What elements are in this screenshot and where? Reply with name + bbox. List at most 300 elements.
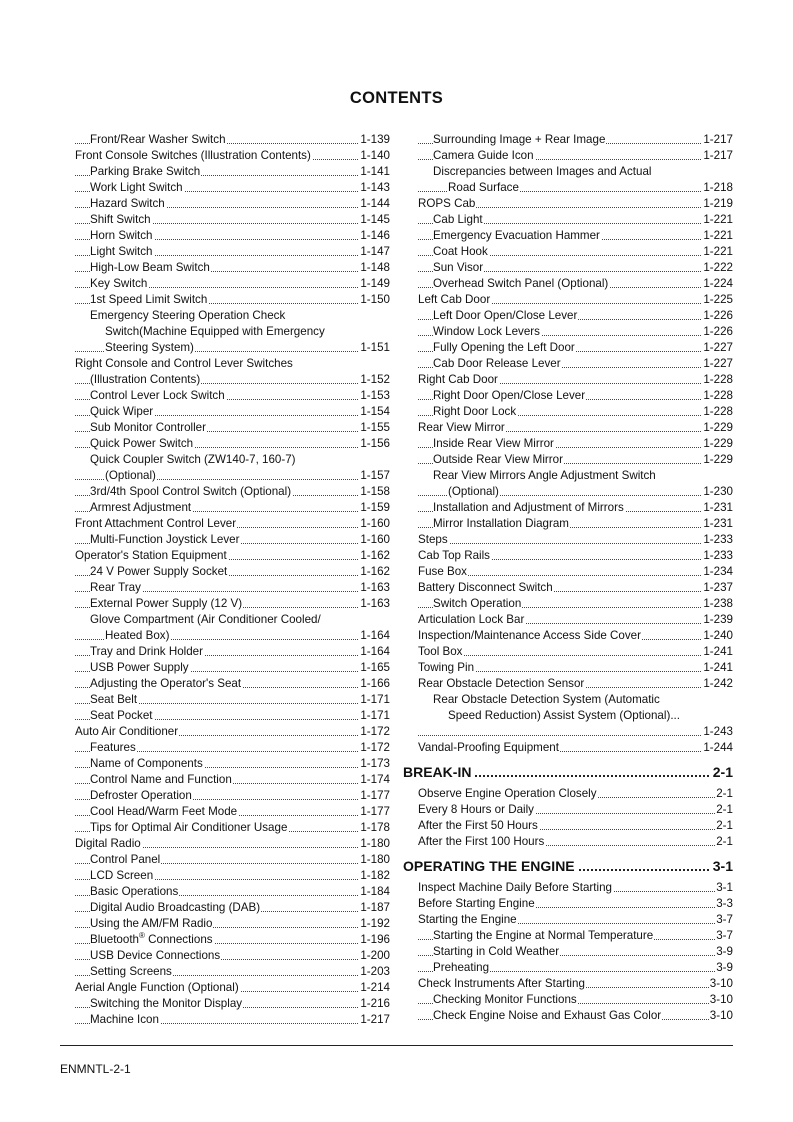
toc-page-number: 2-1	[716, 819, 733, 832]
toc-page-number: 1-228	[703, 389, 733, 402]
toc-entry[interactable]	[75, 724, 390, 740]
toc-entry[interactable]	[75, 292, 390, 308]
toc-entry[interactable]	[418, 180, 733, 196]
toc-entry-title: Front/Rear Washer Switch	[90, 133, 226, 146]
toc-entry[interactable]	[75, 228, 390, 244]
toc-page-number: 2-1	[716, 787, 733, 800]
toc-entry[interactable]	[418, 228, 733, 244]
toc-entry[interactable]	[418, 912, 733, 928]
toc-entry[interactable]	[418, 388, 733, 404]
toc-page-number: 1-217	[703, 133, 733, 146]
toc-page-number: 1-228	[703, 373, 733, 386]
toc-entry-title: Work Light Switch	[90, 181, 183, 194]
toc-page-number: 1-173	[360, 757, 390, 770]
toc-page-number: 1-163	[360, 597, 390, 610]
toc-page-number: 1-143	[360, 181, 390, 194]
toc-entry-title: High-Low Beam Switch	[90, 261, 210, 274]
toc-page-number: 1-214	[360, 981, 390, 994]
toc-entry[interactable]	[75, 196, 390, 212]
toc-entry-title: Rear Obstacle Detection Sensor	[418, 677, 585, 690]
toc-page-number: 3-10	[709, 977, 733, 990]
toc-entry[interactable]	[418, 516, 733, 532]
toc-entry[interactable]	[75, 244, 390, 260]
toc-section-heading[interactable]	[403, 762, 733, 782]
toc-page-number: 1-238	[703, 597, 733, 610]
toc-entry-title: Armrest Adjustment	[90, 501, 192, 514]
toc-entry-title: Towing Pin	[418, 661, 475, 674]
toc-page-number: 1-229	[703, 437, 733, 450]
toc-entry[interactable]	[418, 802, 733, 818]
toc-page-number: 1-226	[703, 325, 733, 338]
toc-page-number: 1-244	[703, 741, 733, 754]
toc-page-number: 1-154	[360, 405, 390, 418]
toc-entry-title: Control Panel	[90, 853, 161, 866]
toc-entry[interactable]	[418, 292, 733, 308]
toc-entry[interactable]	[75, 996, 390, 1012]
toc-entry-title: Control Lever Lock Switch	[90, 389, 225, 402]
toc-entry[interactable]	[75, 420, 390, 436]
toc-page-number: 1-146	[360, 229, 390, 242]
toc-entry[interactable]	[418, 340, 733, 356]
toc-entry[interactable]	[75, 852, 390, 868]
toc-page-number: 1-227	[703, 357, 733, 370]
toc-page-number: 1-229	[703, 453, 733, 466]
toc-entry-title: Setting Screens	[90, 965, 172, 978]
toc-entry[interactable]	[75, 804, 390, 820]
toc-entry-title: Digital Audio Broadcasting (DAB)	[90, 901, 261, 914]
toc-page-number: 1-192	[360, 917, 390, 930]
toc-entry[interactable]	[418, 564, 733, 580]
toc-entry[interactable]	[75, 740, 390, 756]
toc-page-number: 1-144	[360, 197, 390, 210]
toc-entry-title: Road Surface	[448, 181, 519, 194]
toc-entry-title: Starting in Cold Weather	[433, 945, 560, 958]
toc-entry[interactable]	[418, 308, 733, 324]
toc-page-number: 1-226	[703, 309, 733, 322]
toc-page-number: 3-7	[716, 929, 733, 942]
toc-entry-title: Outside Rear View Mirror	[433, 453, 563, 466]
toc-page-number: 1-153	[360, 389, 390, 402]
toc-entry[interactable]	[75, 788, 390, 804]
toc-entry-title: Inspection/Maintenance Access Side Cover	[418, 629, 641, 642]
toc-entry-title: 3rd/4th Spool Control Switch (Optional)	[90, 485, 292, 498]
toc-entry[interactable]	[75, 628, 390, 644]
toc-entry[interactable]	[418, 404, 733, 420]
toc-entry[interactable]	[418, 628, 733, 644]
toc-page-number: 1-150	[360, 293, 390, 306]
toc-entry-title: Fuse Box	[418, 565, 467, 578]
toc-entry[interactable]	[418, 548, 733, 564]
toc-entry-title: Defroster Operation	[90, 789, 192, 802]
toc-page-number: 3-9	[716, 945, 733, 958]
toc-entry-continued: Quick Coupler Switch (ZW140-7, 160-7)	[90, 453, 296, 466]
toc-entry-title: Parking Brake Switch	[90, 165, 201, 178]
toc-entry-title: Sun Visor	[433, 261, 484, 274]
toc-entry[interactable]	[75, 676, 390, 692]
toc-page-number: 1-243	[703, 725, 733, 738]
toc-entry[interactable]	[418, 436, 733, 452]
toc-page-number: 1-217	[360, 1013, 390, 1026]
toc-page-number: 1-157	[360, 469, 390, 482]
toc-entry-title: USB Power Supply	[90, 661, 189, 674]
toc-entry-title: Auto Air Conditioner	[75, 725, 179, 738]
toc-entry-title: Rear Tray	[90, 581, 141, 594]
toc-entry[interactable]	[418, 324, 733, 340]
toc-page-number: 2-1	[712, 764, 733, 780]
toc-page-number: 1-203	[360, 965, 390, 978]
toc-page-number: 1-171	[360, 709, 390, 722]
toc-entry-title: Right Cab Door	[418, 373, 498, 386]
toc-entry[interactable]	[75, 836, 390, 852]
toc-entry[interactable]	[75, 388, 390, 404]
toc-entry[interactable]	[418, 896, 733, 912]
toc-entry[interactable]	[75, 532, 390, 548]
toc-entry-continued: Glove Compartment (Air Conditioner Cooled/	[90, 613, 321, 626]
toc-entry[interactable]	[418, 452, 733, 468]
toc-entry[interactable]	[418, 944, 733, 960]
toc-entry-title: Cab Top Rails	[418, 549, 490, 562]
toc-page-number: 1-221	[703, 245, 733, 258]
toc-entry[interactable]	[75, 900, 390, 916]
toc-entry-title: Operator's Station Equipment	[75, 549, 227, 562]
toc-entry[interactable]	[418, 276, 733, 292]
toc-page-number: 1-162	[360, 549, 390, 562]
toc-page-number: 3-3	[716, 897, 733, 910]
toc-page-number: 1-164	[360, 629, 390, 642]
toc-page-number: 1-177	[360, 789, 390, 802]
toc-entry-title: Left Door Open/Close Lever	[433, 309, 578, 322]
toc-page-number: 1-241	[703, 645, 733, 658]
toc-section-title: OPERATING THE ENGINE	[403, 858, 575, 874]
toc-entry-title: LCD Screen	[90, 869, 154, 882]
toc-entry[interactable]	[418, 676, 733, 692]
toc-entry-title: Horn Switch	[90, 229, 153, 242]
toc-page-number: 3-1	[712, 858, 733, 874]
toc-entry-title: External Power Supply (12 V)	[90, 597, 243, 610]
toc-entry[interactable]	[75, 164, 390, 180]
toc-entry[interactable]	[418, 928, 733, 944]
toc-entry-title: Heated Box)	[105, 629, 170, 642]
toc-page-number: 1-231	[703, 517, 733, 530]
page-title: CONTENTS	[349, 89, 444, 107]
toc-entry[interactable]	[75, 964, 390, 980]
toc-entry-title: Starting the Engine	[418, 913, 517, 926]
toc-page-number: 1-178	[360, 821, 390, 834]
toc-entry[interactable]	[75, 980, 390, 996]
toc-page-number: 1-240	[703, 629, 733, 642]
toc-entry[interactable]	[418, 532, 733, 548]
toc-entry[interactable]	[418, 612, 733, 628]
toc-entry[interactable]	[418, 976, 733, 992]
toc-entry-title: Steps	[418, 533, 448, 546]
toc-page-number: 1-180	[360, 853, 390, 866]
toc-entry-title: ROPS Cab	[418, 197, 476, 210]
toc-entry[interactable]	[75, 276, 390, 292]
toc-entry-title: 24 V Power Supply Socket	[90, 565, 228, 578]
toc-entry-title: Name of Components	[90, 757, 203, 770]
toc-entry[interactable]	[75, 660, 390, 676]
toc-entry-title: Coat Hook	[433, 245, 488, 258]
toc-entry[interactable]	[75, 516, 390, 532]
toc-entry[interactable]	[75, 404, 390, 420]
toc-entry[interactable]	[75, 948, 390, 964]
toc-entry-title: Bluetooth® Connections	[90, 932, 213, 946]
toc-page-number: 1-172	[360, 725, 390, 738]
toc-entry[interactable]	[75, 484, 390, 500]
toc-entry-continued: Right Console and Control Lever Switches	[75, 357, 293, 370]
toc-entry-title: Every 8 Hours or Daily	[418, 803, 534, 816]
toc-page-number: 1-196	[360, 933, 390, 946]
toc-entry-continued: Speed Reduction) Assist System (Optional)...	[448, 709, 680, 722]
toc-entry-title: After the First 100 Hours	[418, 835, 545, 848]
toc-page-number: 3-1	[716, 881, 733, 894]
toc-entry[interactable]	[418, 212, 733, 228]
toc-entry-title: Checking Monitor Functions	[433, 993, 577, 1006]
toc-page-number: 1-228	[703, 405, 733, 418]
toc-entry[interactable]	[418, 992, 733, 1008]
toc-page-number: 1-233	[703, 549, 733, 562]
toc-page-number: 1-217	[703, 149, 733, 162]
toc-entry-title: Seat Belt	[90, 693, 138, 706]
toc-page-number: 1-200	[360, 949, 390, 962]
toc-entry-continued: Emergency Steering Operation Check	[90, 309, 286, 322]
toc-page-number: 1-237	[703, 581, 733, 594]
toc-entry[interactable]	[75, 916, 390, 932]
toc-entry[interactable]	[418, 786, 733, 802]
toc-page-number: 1-219	[703, 197, 733, 210]
toc-page-number: 1-227	[703, 341, 733, 354]
toc-entry-title: Emergency Evacuation Hammer	[433, 229, 600, 242]
toc-entry-title: Tips for Optimal Air Conditioner Usage	[90, 821, 288, 834]
toc-page-number: 1-166	[360, 677, 390, 690]
toc-entry-title: USB Device Connections	[90, 949, 221, 962]
toc-entry-title: Check Instruments After Starting	[418, 977, 585, 990]
toc-entry[interactable]	[418, 740, 733, 756]
toc-entry-title: Using the AM/FM Radio	[90, 917, 213, 930]
toc-page-number: 1-216	[360, 997, 390, 1010]
toc-page-number: 1-158	[360, 485, 390, 498]
toc-entry[interactable]	[418, 196, 733, 212]
toc-page-number: 1-187	[360, 901, 390, 914]
toc-entry[interactable]	[75, 340, 390, 356]
toc-entry[interactable]	[75, 372, 390, 388]
toc-entry[interactable]	[418, 356, 733, 372]
toc-entry-title: Inside Rear View Mirror	[433, 437, 554, 450]
toc-entry-title: Basic Operations	[90, 885, 179, 898]
toc-entry-title: Overhead Switch Panel (Optional)	[433, 277, 609, 290]
footer-divider	[60, 1045, 733, 1046]
toc-page-number: 2-1	[716, 835, 733, 848]
toc-entry-title: Key Switch	[90, 277, 148, 290]
toc-entry[interactable]	[418, 500, 733, 516]
toc-entry[interactable]	[418, 372, 733, 388]
toc-page-number: 1-233	[703, 533, 733, 546]
toc-entry[interactable]	[418, 260, 733, 276]
toc-page-number: 1-165	[360, 661, 390, 674]
toc-page-number: 1-163	[360, 581, 390, 594]
toc-entry[interactable]	[418, 1008, 733, 1024]
toc-entry-title: Cab Light	[433, 213, 483, 226]
toc-page-number: 1-139	[360, 133, 390, 146]
toc-entry[interactable]	[418, 484, 733, 500]
toc-page-number: 1-140	[360, 149, 390, 162]
toc-entry-title: Quick Power Switch	[90, 437, 194, 450]
toc-entry-title: Seat Pocket	[90, 709, 153, 722]
toc-entry[interactable]	[418, 596, 733, 612]
toc-entry-title: Front Attachment Control Lever	[75, 517, 237, 530]
toc-page-number: 1-230	[703, 485, 733, 498]
toc-entry[interactable]	[418, 132, 733, 148]
toc-entry-title: 1st Speed Limit Switch	[90, 293, 208, 306]
toc-page-number: 1-182	[360, 869, 390, 882]
toc-entry[interactable]	[75, 180, 390, 196]
toc-column-right	[403, 132, 733, 1024]
toc-entry-title: Battery Disconnect Switch	[418, 581, 553, 594]
toc-entry[interactable]	[75, 932, 390, 948]
toc-entry[interactable]	[418, 724, 733, 740]
toc-entry-title: Preheating	[433, 961, 490, 974]
toc-entry-title: Shift Switch	[90, 213, 151, 226]
toc-entry-title: Check Engine Noise and Exhaust Gas Color	[433, 1009, 662, 1022]
toc-entry[interactable]	[418, 580, 733, 596]
toc-entry-title: Digital Radio	[75, 837, 141, 850]
toc-section-heading[interactable]	[403, 856, 733, 876]
toc-entry[interactable]	[75, 468, 390, 484]
toc-entry[interactable]	[75, 884, 390, 900]
toc-entry-title: Switching the Monitor Display	[90, 997, 243, 1010]
toc-entry[interactable]	[75, 868, 390, 884]
toc-section-title: BREAK-IN	[403, 764, 472, 780]
toc-entry[interactable]	[418, 420, 733, 436]
toc-page-number: 1-155	[360, 421, 390, 434]
toc-entry-title: Sub Monitor Controller	[90, 421, 206, 434]
toc-entry[interactable]	[418, 960, 733, 976]
toc-page-number: 1-225	[703, 293, 733, 306]
toc-page-number: 1-141	[360, 165, 390, 178]
toc-entry[interactable]	[75, 708, 390, 724]
toc-entry-title: Adjusting the Operator's Seat	[90, 677, 242, 690]
toc-entry-title: Steering System)	[105, 341, 194, 354]
toc-entry[interactable]	[75, 436, 390, 452]
toc-page-number: 2-1	[716, 803, 733, 816]
toc-page-number: 1-148	[360, 261, 390, 274]
toc-entry-continued: Rear Obstacle Detection System (Automatic	[433, 693, 660, 706]
toc-page-number: 1-151	[360, 341, 390, 354]
toc-page-number: 3-10	[709, 993, 733, 1006]
toc-entry-title: Light Switch	[90, 245, 153, 258]
toc-entry-title: Tray and Drink Holder	[90, 645, 203, 658]
toc-entry-title: (Optional)	[105, 469, 156, 482]
toc-entry-title: Articulation Lock Bar	[418, 613, 525, 626]
toc-entry[interactable]	[418, 148, 733, 164]
toc-entry[interactable]	[418, 644, 733, 660]
toc-page-number: 1-221	[703, 229, 733, 242]
toc-entry-title: Control Name and Function	[90, 773, 232, 786]
toc-entry-title: Window Lock Levers	[433, 325, 540, 338]
toc-page-number: 1-229	[703, 421, 733, 434]
toc-page-number: 1-147	[360, 245, 390, 258]
toc-entry[interactable]	[75, 692, 390, 708]
toc-entry[interactable]	[75, 260, 390, 276]
toc-entry-title: Features	[90, 741, 136, 754]
toc-entry-title: Installation and Adjustment of Mirrors	[433, 501, 624, 514]
toc-entry[interactable]	[75, 548, 390, 564]
toc-entry[interactable]	[75, 1012, 390, 1028]
toc-entry[interactable]	[75, 756, 390, 772]
toc-entry[interactable]	[418, 660, 733, 676]
toc-page-number: 1-184	[360, 885, 390, 898]
toc-column-left	[75, 132, 390, 1028]
toc-entry-continued: Rear View Mirrors Angle Adjustment Switch	[433, 469, 656, 482]
toc-entry[interactable]	[75, 580, 390, 596]
toc-page-number: 1-239	[703, 613, 733, 626]
toc-entry[interactable]	[75, 820, 390, 836]
toc-entry-title: Quick Wiper	[90, 405, 154, 418]
toc-page-number: 1-224	[703, 277, 733, 290]
toc-page-number: 1-174	[360, 773, 390, 786]
toc-entry-title: After the First 50 Hours	[418, 819, 538, 832]
toc-entry[interactable]	[418, 834, 733, 850]
toc-page-number: 3-10	[709, 1009, 733, 1022]
toc-page-number: 1-180	[360, 837, 390, 850]
toc-page-number: 1-152	[360, 373, 390, 386]
toc-page-number: 3-7	[716, 913, 733, 926]
toc-entry-title: Before Starting Engine	[418, 897, 535, 910]
toc-entry[interactable]	[75, 644, 390, 660]
toc-entry-title: (Illustration Contents)	[90, 373, 201, 386]
toc-page-number: 1-162	[360, 565, 390, 578]
toc-entry-title: Aerial Angle Function (Optional)	[75, 981, 239, 994]
toc-page-number: 3-9	[716, 961, 733, 974]
toc-entry-continued: Discrepancies between Images and Actual	[433, 165, 652, 178]
toc-entry-title: Hazard Switch	[90, 197, 165, 210]
toc-entry-title: Multi-Function Joystick Lever	[90, 533, 240, 546]
toc-entry-title: Fully Opening the Left Door	[433, 341, 575, 354]
page-footer-code: ENMNTL-2-1	[60, 1062, 131, 1076]
toc-entry[interactable]	[75, 564, 390, 580]
toc-page-number: 1-234	[703, 565, 733, 578]
toc-entry[interactable]	[75, 212, 390, 228]
toc-entry[interactable]	[75, 132, 390, 148]
toc-entry-title: Tool Box	[418, 645, 463, 658]
toc-page-number: 1-218	[703, 181, 733, 194]
toc-entry[interactable]	[418, 818, 733, 834]
toc-entry[interactable]	[75, 148, 390, 164]
toc-entry-title: Switch Operation	[433, 597, 522, 610]
toc-page-number: 1-172	[360, 741, 390, 754]
toc-entry[interactable]	[418, 880, 733, 896]
toc-entry-title: Rear View Mirror	[418, 421, 505, 434]
toc-page-number: 1-160	[360, 533, 390, 546]
toc-entry-title: Starting the Engine at Normal Temperature	[433, 929, 654, 942]
toc-entry-title: Right Door Open/Close Lever	[433, 389, 586, 402]
toc-entry-title: (Optional)	[448, 485, 499, 498]
toc-entry[interactable]	[75, 772, 390, 788]
toc-page-number: 1-160	[360, 517, 390, 530]
toc-page-number: 1-159	[360, 501, 390, 514]
toc-entry-title: Vandal-Proofing Equipment	[418, 741, 559, 754]
toc-page-number: 1-231	[703, 501, 733, 514]
toc-entry[interactable]	[418, 244, 733, 260]
toc-entry-title: Cab Door Release Lever	[433, 357, 561, 370]
toc-entry-title: Observe Engine Operation Closely	[418, 787, 597, 800]
toc-entry-title: Surrounding Image + Rear Image	[433, 133, 606, 146]
toc-page-number: 1-221	[703, 213, 733, 226]
toc-entry-title: Right Door Lock	[433, 405, 517, 418]
toc-entry[interactable]	[75, 500, 390, 516]
toc-entry-title: Camera Guide Icon	[433, 149, 534, 162]
toc-entry[interactable]	[75, 596, 390, 612]
